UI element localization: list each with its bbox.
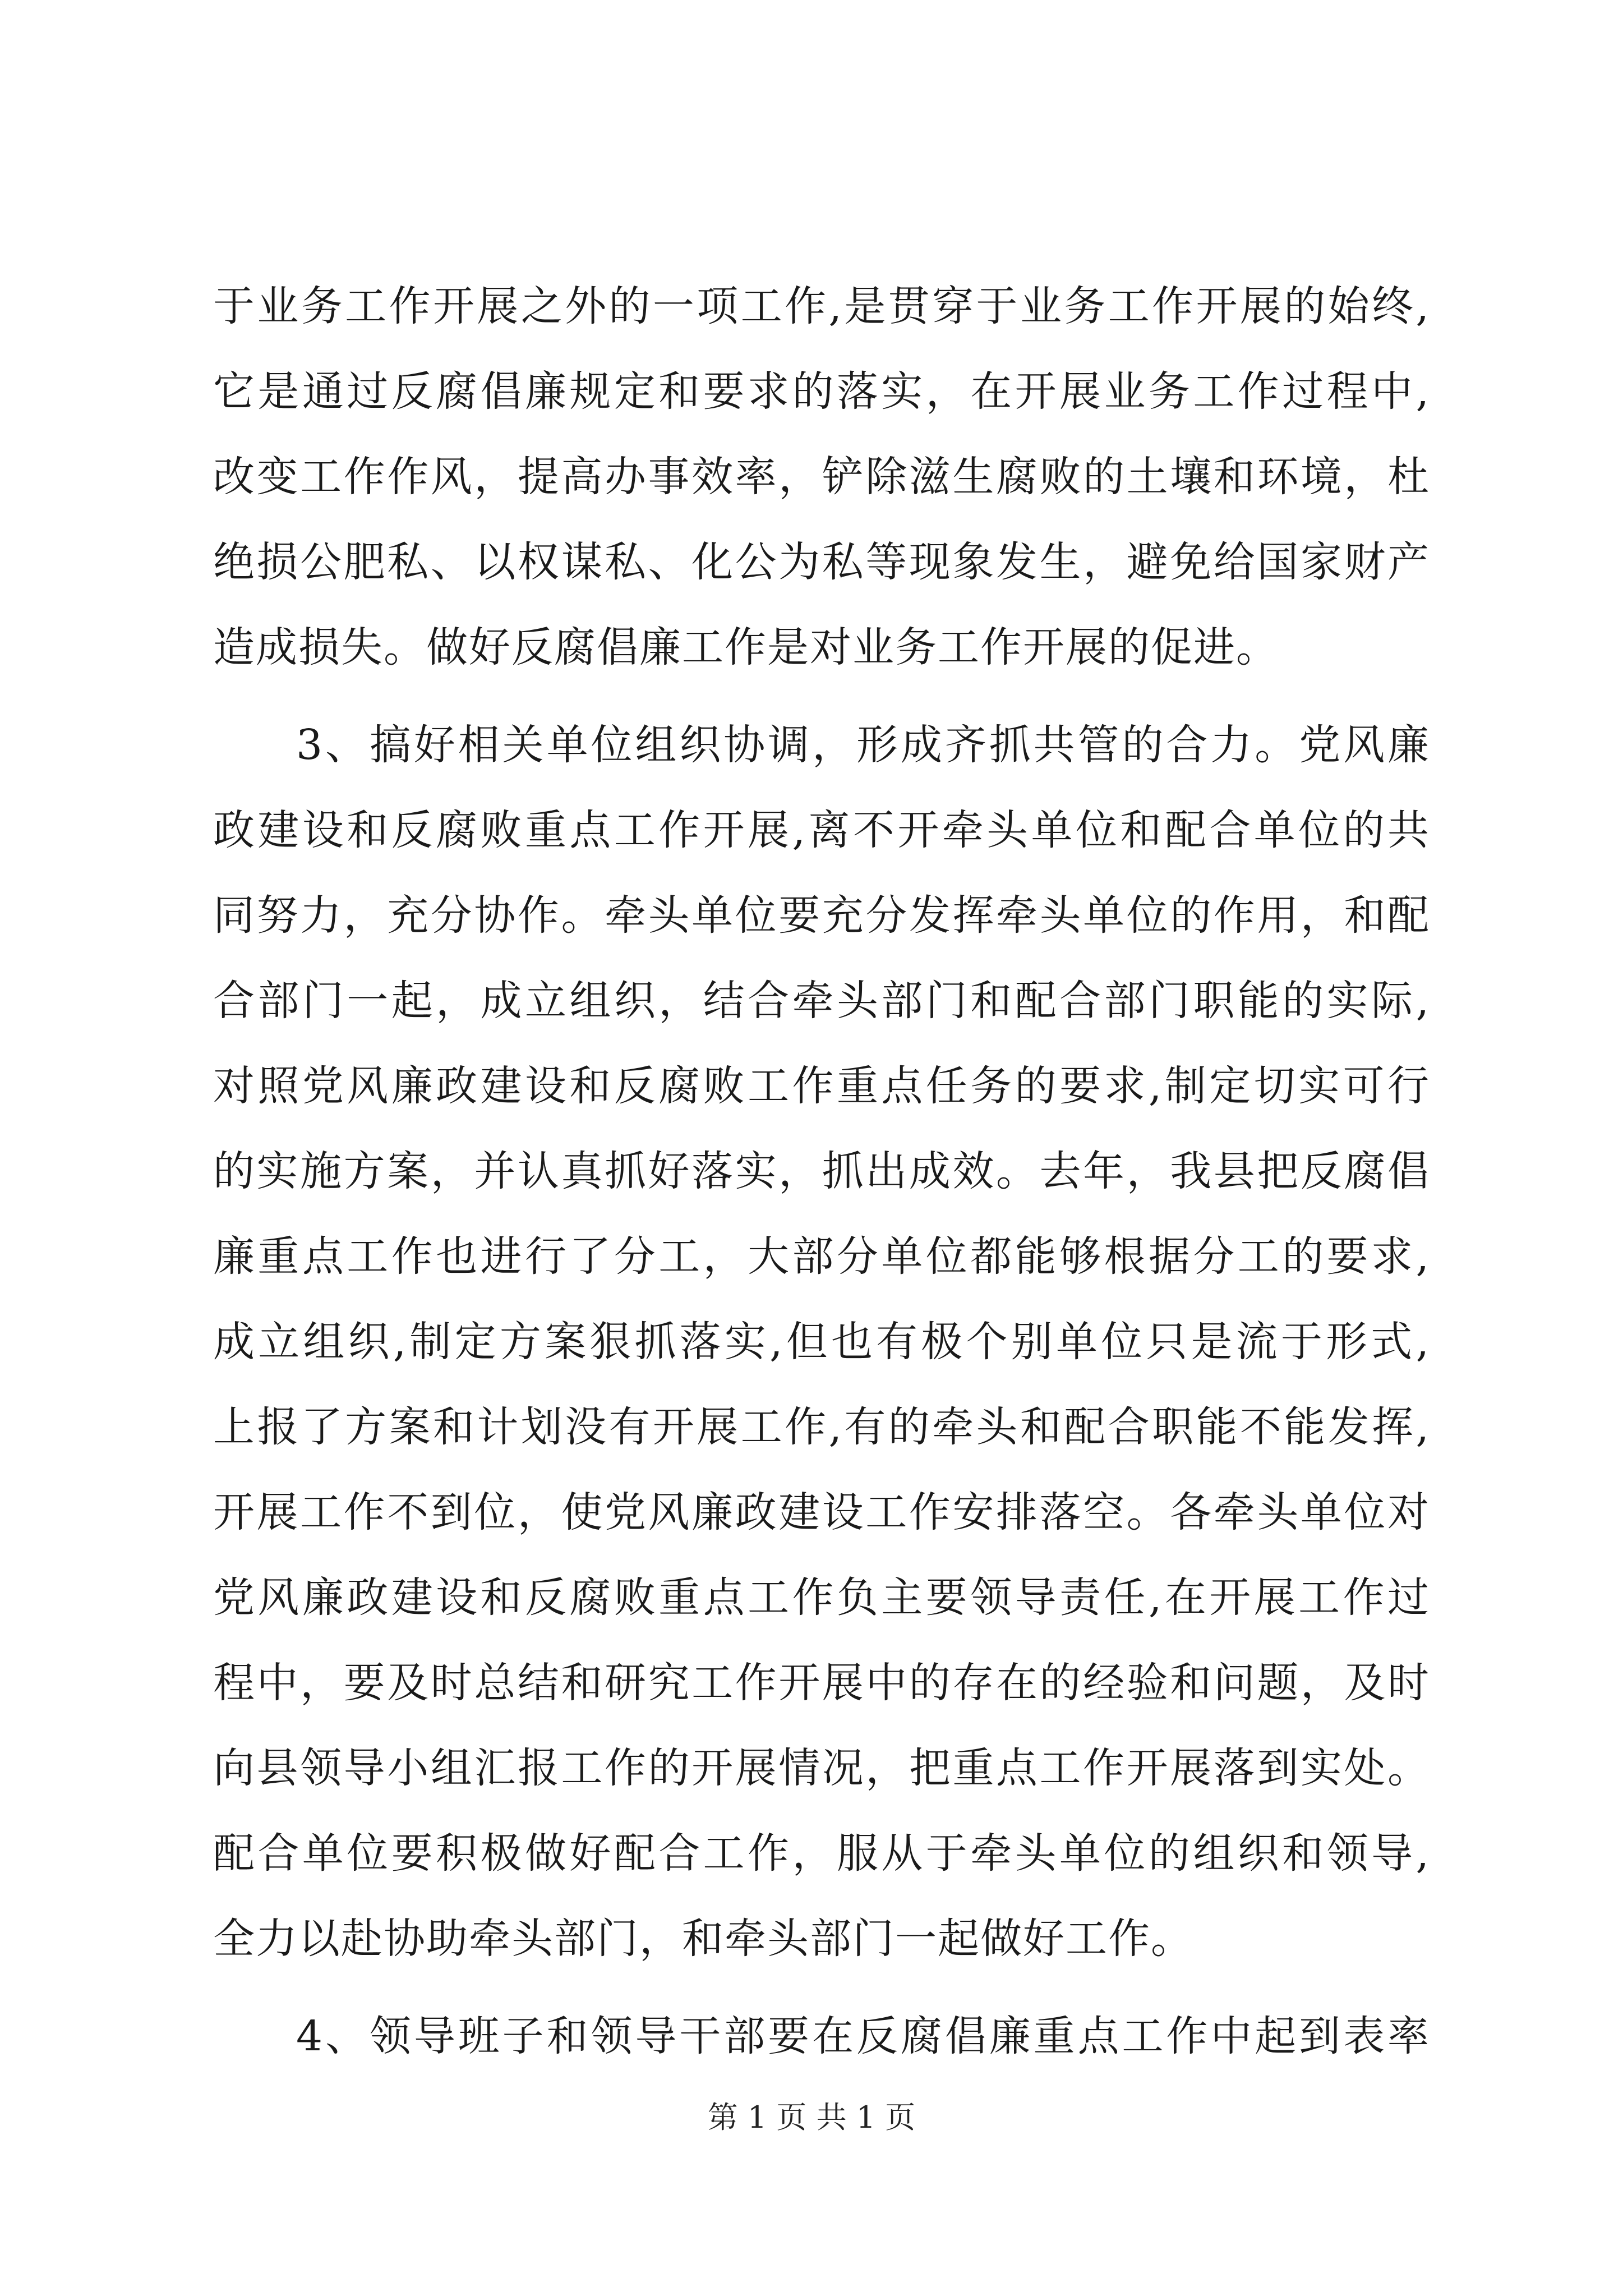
text-line: 同努力，充分协作。牵头单位要充分发挥牵头单位的作用，和配: [213, 891, 1430, 940]
text-line: 廉重点工作也进行了分工，大部分单位都能够根据分工的要求,: [213, 1232, 1430, 1281]
text-line: 改变工作作风，提高办事效率，铲除滋生腐败的土壤和环境，杜: [213, 453, 1430, 501]
text-line: 合部门一起，成立组织，结合牵头部门和配合部门职能的实际,: [213, 977, 1430, 1025]
text-line: 4、领导班子和领导干部要在反腐倡廉重点工作中起到表率: [296, 2012, 1430, 2060]
text-line: 的实施方案，并认真抓好落实，抓出成效。去年，我县把反腐倡: [213, 1147, 1430, 1195]
text-line: 党风廉政建设和反腐败重点工作负主要领导责任,在开展工作过: [213, 1573, 1430, 1622]
text-line: 3、搞好相关单位组织协调，形成齐抓共管的合力。党风廉: [296, 721, 1430, 769]
paragraph-continuation: [213, 264, 1430, 690]
text-line: 它是通过反腐倡廉规定和要求的落实，在开展业务工作过程中,: [213, 367, 1430, 416]
text-line: 政建设和反腐败重点工作开展,离不开牵头单位和配合单位的共: [213, 806, 1430, 854]
text-line: 于业务工作开展之外的一项工作,是贯穿于业务工作开展的始终,: [213, 282, 1430, 330]
text-line: 开展工作不到位，使党风廉政建设工作安排落空。各牵头单位对: [213, 1488, 1430, 1536]
text-line: 成立组织,制定方案狠抓落实,但也有极个别单位只是流于形式,: [213, 1318, 1430, 1366]
paragraph-spacer: [213, 690, 1430, 702]
text-line: 配合单位要积极做好配合工作，服从于牵头单位的组织和领导,: [213, 1829, 1430, 1878]
text-line: 绝损公肥私、以权谋私、化公为私等现象发生，避免给国家财产: [213, 538, 1430, 586]
text-line: 上报了方案和计划没有开展工作,有的牵头和配合职能不能发挥,: [213, 1403, 1430, 1451]
text-line: 全力以赴协助牵头部门，和牵头部门一起做好工作。: [213, 1915, 1193, 1963]
paragraph-item-4: [213, 1994, 1430, 2079]
paragraph-spacer: [213, 1981, 1430, 1994]
text-line: 程中，要及时总结和研究工作开展中的存在的经验和问题，及时: [213, 1659, 1430, 1707]
document-body: [213, 264, 1430, 2079]
text-line: 向县领导小组汇报工作的开展情况，把重点工作开展落到实处。: [213, 1744, 1430, 1792]
paragraph-item-3: [213, 702, 1430, 1981]
page-footer: 第 1 页 共 1 页: [707, 2100, 916, 2135]
text-line: 造成损失。做好反腐倡廉工作是对业务工作开展的促进。: [213, 623, 1279, 671]
text-line: 对照党风廉政建设和反腐败工作重点任务的要求,制定切实可行: [213, 1062, 1430, 1110]
